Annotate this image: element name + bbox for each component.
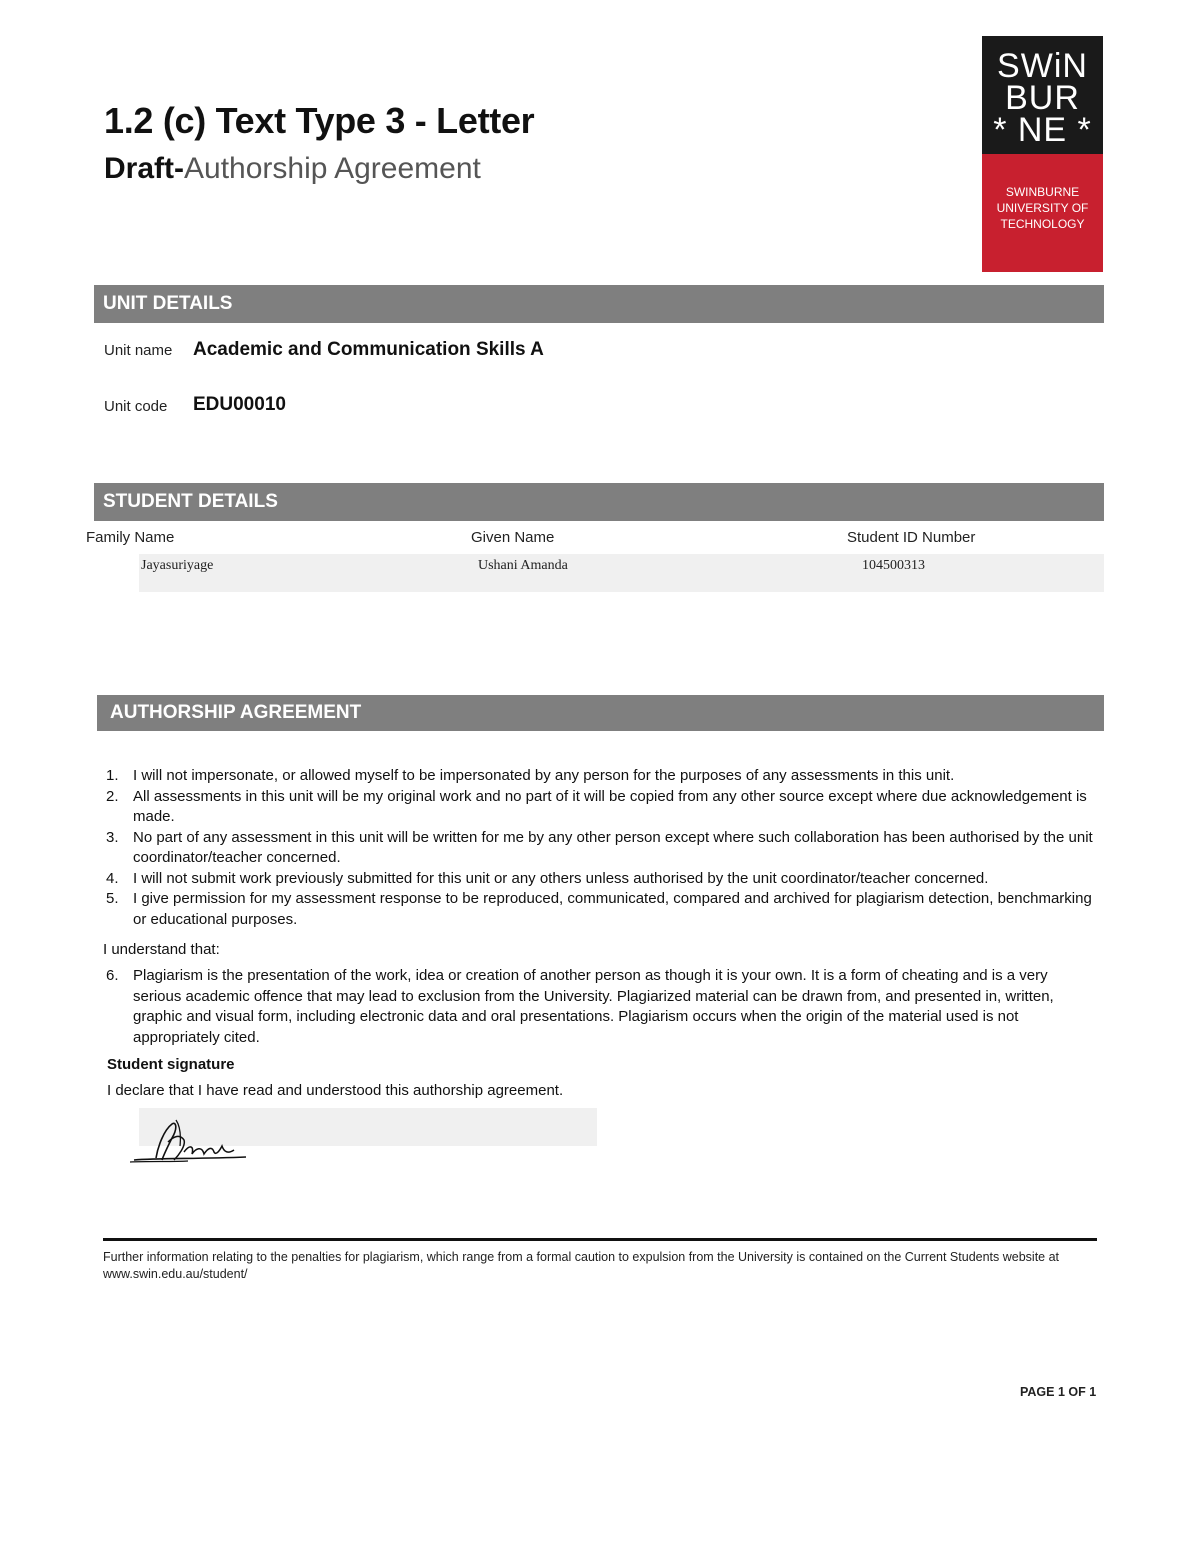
student-id-value: 104500313 bbox=[862, 558, 925, 573]
list-item-text: All assessments in this unit will be my original work and no part of it will be copied from any other source except where due acknowledgement is made. bbox=[133, 787, 1087, 825]
list-item bbox=[106, 869, 1096, 890]
list-item bbox=[106, 787, 1096, 828]
list-item-text: I will not impersonate, or allowed myself to be impersonated by any person for the purposes of any assessments in this unit. bbox=[133, 767, 955, 784]
unit-code-label: Unit code bbox=[104, 398, 168, 415]
student-signature-label: Student signature bbox=[107, 1056, 235, 1073]
unit-details-heading: UNIT DETAILS bbox=[94, 285, 1104, 323]
subtitle-draft: Draft- bbox=[104, 152, 184, 185]
list-item-number: 3. bbox=[106, 828, 119, 846]
list-item-number: 1. bbox=[106, 767, 119, 784]
list-item bbox=[106, 966, 1081, 1048]
unit-name-value: Academic and Communication Skills A bbox=[193, 339, 544, 360]
student-details-heading: STUDENT DETAILS bbox=[94, 483, 1104, 521]
family-name-value: Jayasuriyage bbox=[141, 558, 214, 573]
unit-name-label: Unit name bbox=[104, 342, 173, 359]
list-item-number: 5. bbox=[106, 890, 119, 907]
logo-line-1: SWiN bbox=[997, 47, 1088, 85]
list-item-number: 4. bbox=[106, 869, 119, 887]
handwritten-signature bbox=[128, 1116, 253, 1168]
footer-note: Further information relating to the penalties for plagiarism, which range from a formal caution to expulsion from the University is contained on the Current Students website at www.swin.edu.au/student/ bbox=[103, 1250, 1060, 1281]
list-item-number: 6. bbox=[106, 967, 119, 984]
unit-code-value: EDU00010 bbox=[193, 394, 286, 415]
list-item bbox=[106, 766, 1096, 787]
logo-tag-1: SWINBURNE bbox=[1005, 185, 1080, 199]
swinburne-logo bbox=[982, 36, 1103, 272]
list-item-number: 2. bbox=[106, 787, 119, 805]
list-item-text: Plagiarism is the presentation of the work, idea or creation of another person as though it is your own. It is a form of cheating and is a very serious academic offence that may lead to exclusion from the University. Plagiarized material can be drawn from, and presented in, written, graphic and visual form, including electronic data and oral presentations. Plagiarism occurs when the origin of the material used is not appropriately cited. bbox=[133, 967, 1054, 1046]
declaration-text: I declare that I have read and understood this authorship agreement. bbox=[107, 1082, 564, 1099]
given-name-value: Ushani Amanda bbox=[478, 558, 568, 573]
family-name-label: Family Name bbox=[86, 529, 175, 546]
logo-line-3: * NE * bbox=[993, 111, 1092, 149]
list-item bbox=[106, 889, 1096, 930]
list-item-text: I give permission for my assessment response to be reproduced, communicated, compared and archived for plagiarism detection, benchmarking or educational purposes. bbox=[133, 890, 1092, 928]
document-subtitle bbox=[104, 152, 481, 186]
logo-wordmark bbox=[982, 36, 1103, 154]
understand-intro: I understand that: bbox=[103, 941, 220, 958]
given-name-label: Given Name bbox=[471, 529, 555, 546]
authorship-agreement-heading: AUTHORSHIP AGREEMENT bbox=[97, 695, 1104, 731]
list-item-text: I will not submit work previously submitted for this unit or any others unless authorised by the unit coordinator/teacher concerned. bbox=[133, 869, 989, 887]
subtitle-rest: Authorship Agreement bbox=[184, 152, 481, 185]
page-number: PAGE 1 OF 1 bbox=[1020, 1385, 1097, 1399]
logo-line-2: BUR bbox=[1005, 79, 1080, 117]
logo-tagline bbox=[982, 154, 1103, 272]
plagiarism-list bbox=[106, 966, 1081, 1048]
logo-tag-2: UNIVERSITY OF bbox=[996, 201, 1089, 215]
list-item bbox=[106, 828, 1096, 869]
student-id-label: Student ID Number bbox=[847, 529, 976, 546]
student-details-row bbox=[139, 554, 1104, 592]
footer-divider bbox=[103, 1238, 1097, 1241]
document-title: 1.2 (c) Text Type 3 - Letter bbox=[104, 100, 535, 141]
logo-tag-3: TECHNOLOGY bbox=[1000, 217, 1085, 231]
list-item-text: No part of any assessment in this unit will be written for me by any other person except where such collaboration has been authorised by the unit coordinator/teacher concerned. bbox=[133, 828, 1093, 866]
agreement-list bbox=[106, 766, 1096, 930]
